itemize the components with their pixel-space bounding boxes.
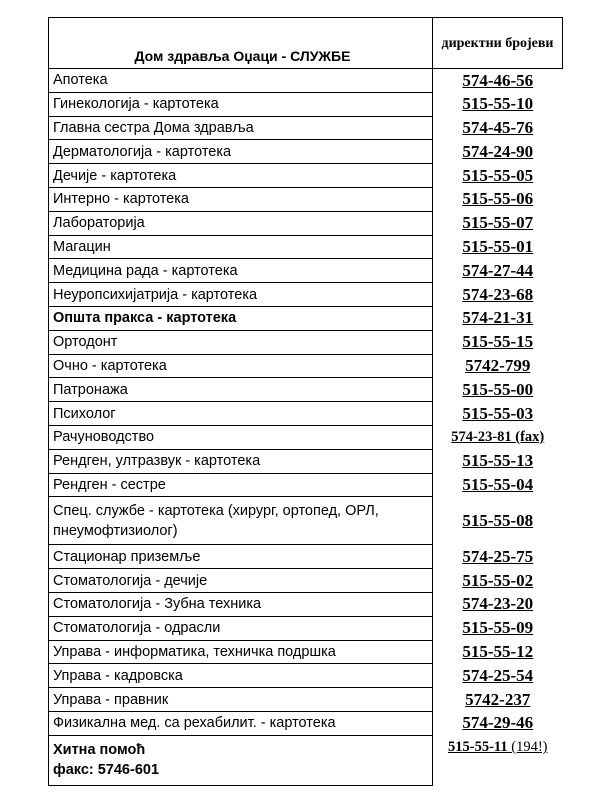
service-name: Стоматологија - Зубна техника <box>49 592 433 616</box>
table-row <box>49 259 563 283</box>
directory-title: Дом здравља Оџаци - СЛУЖБЕ <box>49 18 433 69</box>
phone-number: 574-29-46 <box>462 713 534 733</box>
phone-number: 515-55-15 <box>462 332 534 352</box>
service-name: Управа - правник <box>49 688 433 712</box>
phone-number: 5742-799 <box>465 355 531 375</box>
phone-number: 574-24-90 <box>462 141 534 161</box>
numbers-column-label: директни бројеви <box>433 18 563 69</box>
service-name: Интерно - картотека <box>49 187 433 211</box>
emergency-label <box>49 735 433 785</box>
service-name: Општа пракса - картотека <box>49 306 433 330</box>
table-row <box>49 592 563 616</box>
table-row <box>49 616 563 640</box>
table-row <box>49 688 563 712</box>
table-row <box>49 330 563 354</box>
table-row <box>49 69 563 93</box>
emergency-row <box>49 735 563 785</box>
table-row <box>49 640 563 664</box>
phone-number: 574-25-54 <box>462 665 534 685</box>
phone-number: 515-55-07 <box>462 213 534 233</box>
table-row <box>49 449 563 473</box>
phone-number: 515-55-02 <box>462 570 534 590</box>
service-name: Управа - информатика, техничка подршка <box>49 640 433 664</box>
table-row <box>49 354 563 378</box>
emergency-fax: факс: 5746-601 <box>53 762 160 779</box>
emergency-number-main: 515-55-11 <box>448 739 508 756</box>
service-name: Стоматологија - дечије <box>49 569 433 593</box>
table-row <box>49 569 563 593</box>
table-row <box>49 497 563 545</box>
service-name: Лабораторија <box>49 211 433 235</box>
table-row <box>49 711 563 735</box>
table-row <box>49 378 563 402</box>
service-name: Рендген, ултразвук - картотека <box>49 449 433 473</box>
emergency-title: Хитна помоћ <box>53 742 146 759</box>
services-directory-table <box>48 17 563 786</box>
phone-number: 574-27-44 <box>462 260 534 280</box>
phone-number: 574-45-76 <box>462 117 534 137</box>
phone-number: 515-55-04 <box>462 474 534 494</box>
service-name: Рендген - сестре <box>49 473 433 497</box>
service-name: Рачуноводство <box>49 425 433 449</box>
emergency-number <box>433 735 563 785</box>
table-row <box>49 235 563 259</box>
service-name: Магацин <box>49 235 433 259</box>
table-row <box>49 283 563 307</box>
service-name: Ортодонт <box>49 330 433 354</box>
table-row <box>49 402 563 426</box>
table-row <box>49 211 563 235</box>
phone-number: 574-23-81 (fax) <box>451 428 545 445</box>
service-name: Стоматологија - одрасли <box>49 616 433 640</box>
service-name: Физикална мед. са рехабилит. - картотека <box>49 711 433 735</box>
phone-number: 515-55-09 <box>462 618 534 638</box>
table-row <box>49 187 563 211</box>
service-name: Главна сестра Дома здравља <box>49 116 433 140</box>
phone-number: 515-55-03 <box>462 403 534 423</box>
service-name: Дечије - картотека <box>49 164 433 188</box>
service-name: Апотека <box>49 69 433 93</box>
phone-number: 515-55-06 <box>462 189 534 209</box>
phone-number: 515-55-08 <box>462 510 534 530</box>
table-row <box>49 306 563 330</box>
phone-number: 574-25-75 <box>462 546 534 566</box>
phone-number: 515-55-12 <box>462 641 534 661</box>
phone-number: 515-55-13 <box>462 451 534 471</box>
phone-number: 574-46-56 <box>462 70 534 90</box>
table-row <box>49 664 563 688</box>
service-name: Неуропсихијатрија - картотека <box>49 283 433 307</box>
phone-number: 515-55-01 <box>462 236 534 256</box>
table-row <box>49 545 563 569</box>
service-name: Управа - кадровска <box>49 664 433 688</box>
service-name: Патронажа <box>49 378 433 402</box>
phone-number: 5742-237 <box>465 689 531 709</box>
phone-number: 574-21-31 <box>462 308 534 328</box>
phone-number: 515-55-05 <box>462 165 534 185</box>
phone-number: 515-55-00 <box>462 379 534 399</box>
phone-number: 574-23-68 <box>462 284 534 304</box>
table-row <box>49 140 563 164</box>
table-row <box>49 473 563 497</box>
service-name: Стационар приземље <box>49 545 433 569</box>
table-row <box>49 92 563 116</box>
table-row <box>49 164 563 188</box>
service-name: Медицина рада - картотека <box>49 259 433 283</box>
service-name: Гинекологија - картотека <box>49 92 433 116</box>
service-name: Очно - картотека <box>49 354 433 378</box>
phone-number: 515-55-10 <box>462 94 534 114</box>
service-name: Дерматологија - картотека <box>49 140 433 164</box>
emergency-number-extra: (194!) <box>507 739 548 756</box>
table-header-row <box>49 18 563 69</box>
service-name: Психолог <box>49 402 433 426</box>
service-name: Спец. службе - картотека (хирург, ортопед, ОРЛ, пнеумофтизиолог) <box>49 497 433 545</box>
table-row <box>49 425 563 449</box>
phone-number: 574-23-20 <box>462 594 534 614</box>
table-row <box>49 116 563 140</box>
